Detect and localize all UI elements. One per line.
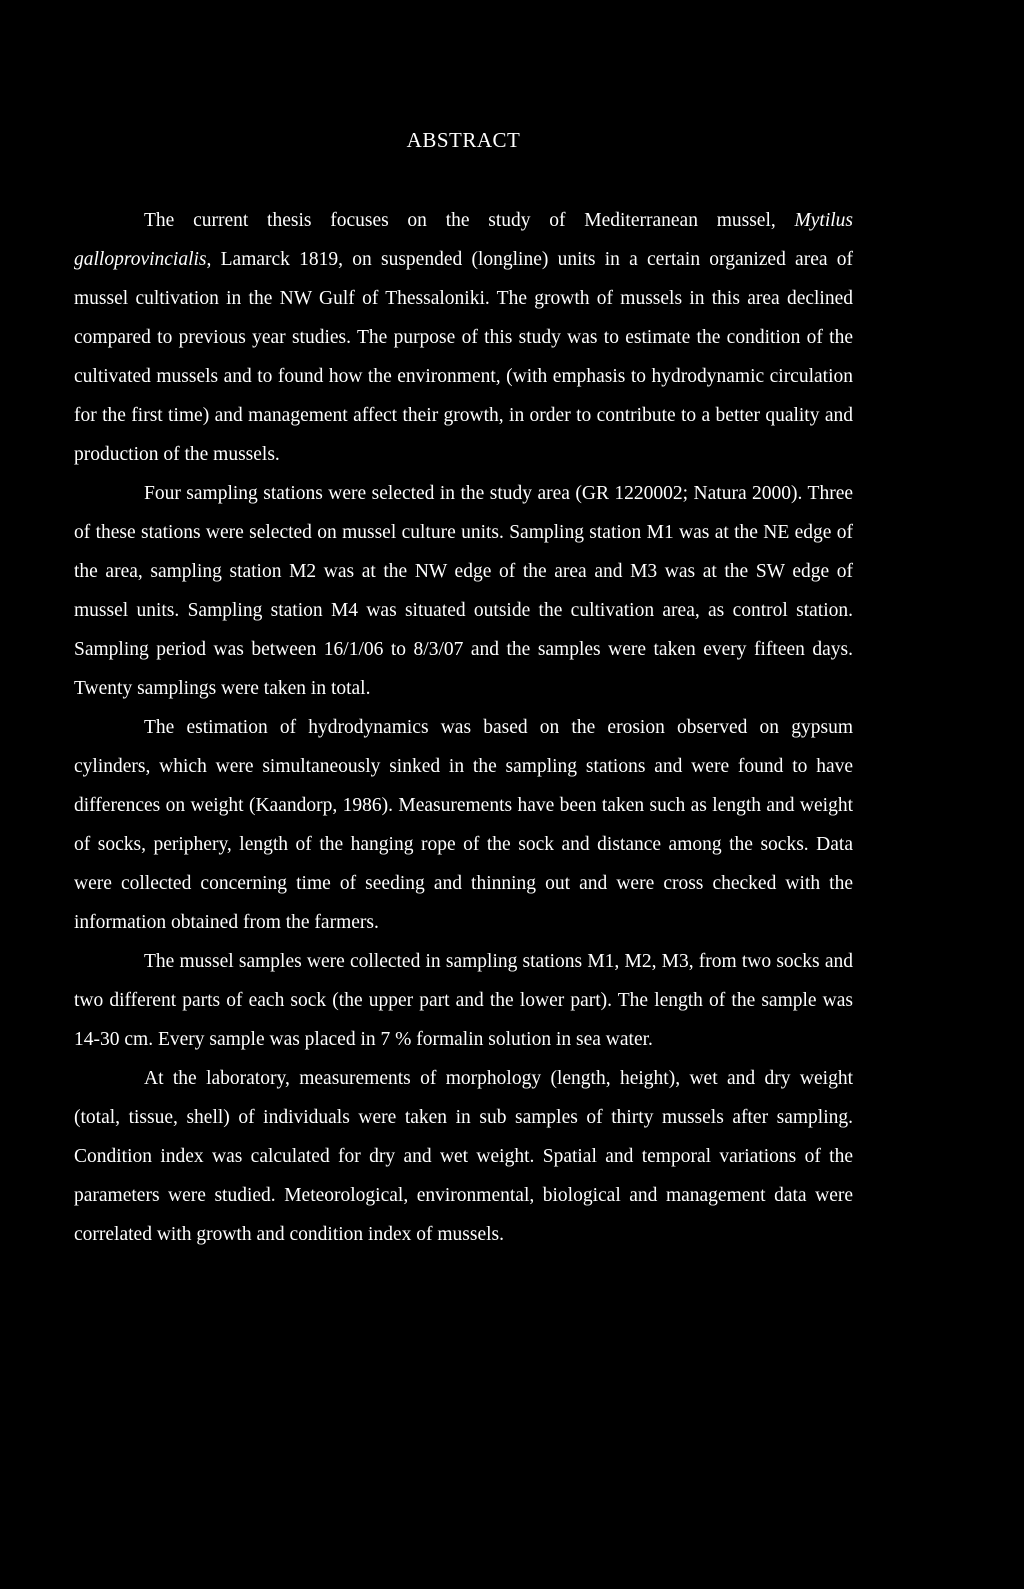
abstract-body	[74, 201, 853, 1254]
abstract-paragraph-4: The mussel samples were collected in sampling stations M1, M2, M3, from two socks and two different parts of each sock (the upper part and the lower part). The length of the sample was 14-30 cm. Every sample was placed in 7 % formalin solution in sea water.	[74, 951, 853, 1050]
page-title: ABSTRACT	[406, 128, 521, 152]
paragraph-1-text-a: The current thesis focuses on the study of Mediterranean mussel,	[144, 210, 795, 231]
species-name: Mytilus galloprovincialis	[74, 210, 853, 270]
paragraph-1-text-b: , Lamarck 1819, on suspended (longline) units in a certain organized area of mussel cultivation in the NW Gulf of Thessaloniki. The growth of mussels in this area declined compared to previous year studies. The purpose of this study was to estimate the condition of the cultivated mussels and to found how the environment, (with emphasis to hydrodynamic circulation for the first time) and management affect their growth, in order to contribute to a better quality and production of the mussels.	[74, 249, 853, 465]
abstract-paragraph-5: At the laboratory, measurements of morphology (length, height), wet and dry weight (total, tissue, shell) of individuals were taken in sub samples of thirty mussels after sampling. Condition index was calculated for dry and wet weight. Spatial and temporal variations of the parameters were studied. Meteorological, environmental, biological and management data were correlated with growth and condition index of mussels.	[74, 1068, 853, 1245]
abstract-paragraph-2: Four sampling stations were selected in the study area (GR 1220002; Natura 2000). Three of these stations were selected on mussel culture units. Sampling station M1 was at the NE edge of the area, sampling station M2 was at the NW edge of the area and M3 was at the SW edge of mussel units. Sampling station M4 was situated outside the cultivation area, as control station. Sampling period was between 16/1/06 to 8/3/07 and the samples were taken every fifteen days. Twenty samplings were taken in total.	[74, 483, 853, 699]
abstract-paragraph-1	[74, 201, 853, 474]
abstract-paragraph-3: The estimation of hydrodynamics was based on the erosion observed on gypsum cylinders, which were simultaneously sinked in the sampling stations and were found to have differences on weight (Kaandorp, 1986). Measurements have been taken such as length and weight of socks, periphery, length of the hanging rope of the sock and distance among the socks. Data were collected concerning time of seeding and thinning out and were cross checked with the information obtained from the farmers.	[74, 717, 853, 933]
